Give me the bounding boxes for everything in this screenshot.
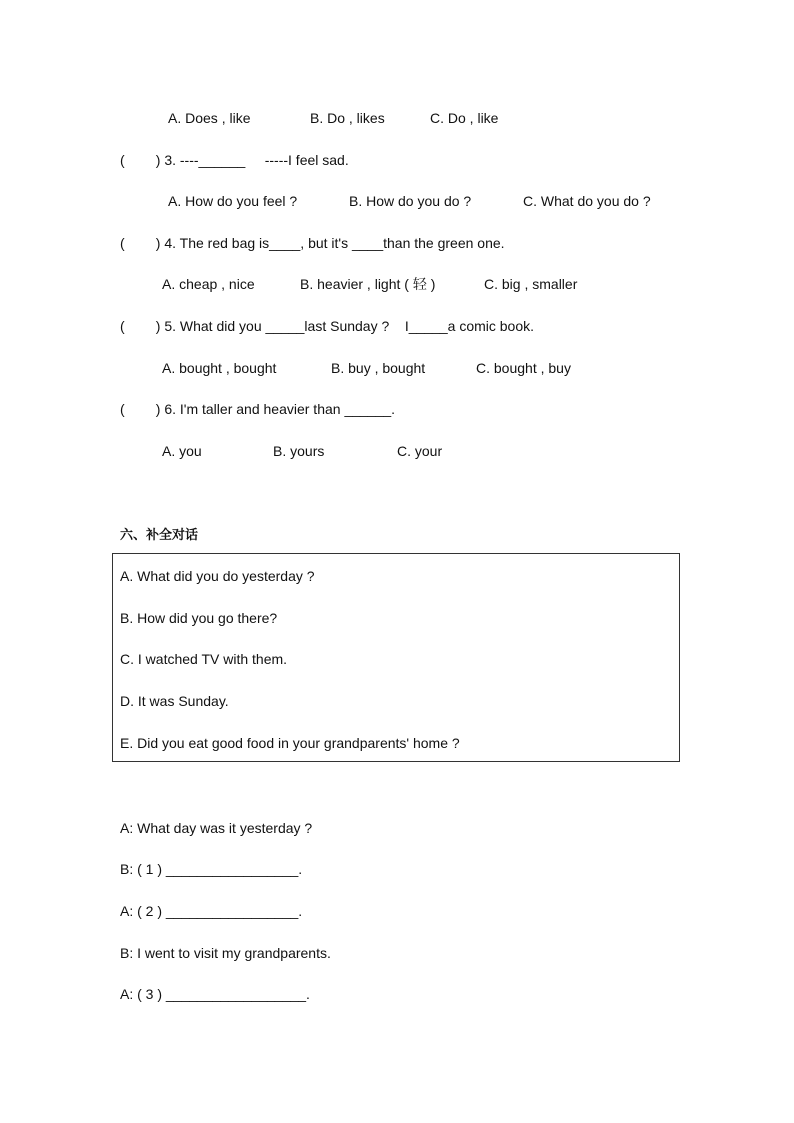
box-option-d: D. It was Sunday. bbox=[120, 693, 229, 709]
q3-option-c: C. What do you do ? bbox=[523, 193, 651, 209]
q4-option-b: B. heavier , light ( 轻 ) bbox=[300, 276, 436, 292]
dialogue-line: A: ( 2 ) _________________. bbox=[120, 903, 303, 919]
q2-option-b: B. Do , likes bbox=[310, 110, 385, 126]
dialogue-line: A: What day was it yesterday ? bbox=[120, 820, 313, 836]
dialogue-line: B: ( 1 ) _________________. bbox=[120, 861, 303, 877]
q3-option-b: B. How do you do ? bbox=[349, 193, 472, 209]
box-option-c: C. I watched TV with them. bbox=[120, 651, 288, 667]
dialogue-line: A: ( 3 ) __________________. bbox=[120, 986, 310, 1002]
q2-option-a: A. Does , like bbox=[168, 110, 251, 126]
section-heading: 六、补全对话 bbox=[120, 527, 199, 542]
q5-option-c: C. bought , buy bbox=[476, 360, 571, 376]
q2-option-c: C. Do , like bbox=[430, 110, 499, 126]
q4-option-c: C. big , smaller bbox=[484, 276, 578, 292]
q4-option-a: A. cheap , nice bbox=[162, 276, 255, 292]
q5-option-a: A. bought , bought bbox=[162, 360, 277, 376]
q6-stem: ( ) 6. I'm taller and heavier than ______. bbox=[120, 401, 396, 417]
q4-stem: ( ) 4. The red bag is____, but it's ____than the green one. bbox=[120, 235, 505, 251]
box-option-b: B. How did you go there? bbox=[120, 610, 278, 626]
q6-option-c: C. your bbox=[397, 443, 443, 459]
q6-option-b: B. yours bbox=[273, 443, 325, 459]
q5-option-b: B. buy , bought bbox=[331, 360, 426, 376]
box-option-e: E. Did you eat good food in your grandparents' home ? bbox=[120, 735, 460, 751]
q3-stem: ( ) 3. ----______ -----I feel sad. bbox=[120, 152, 349, 168]
box-option-a: A. What did you do yesterday ? bbox=[120, 568, 315, 584]
q6-option-a: A. you bbox=[162, 443, 202, 459]
q5-stem: ( ) 5. What did you _____last Sunday ? I_____a comic book. bbox=[120, 318, 535, 334]
dialogue-line: B: I went to visit my grandparents. bbox=[120, 945, 331, 961]
q3-option-a: A. How do you feel ? bbox=[168, 193, 298, 209]
